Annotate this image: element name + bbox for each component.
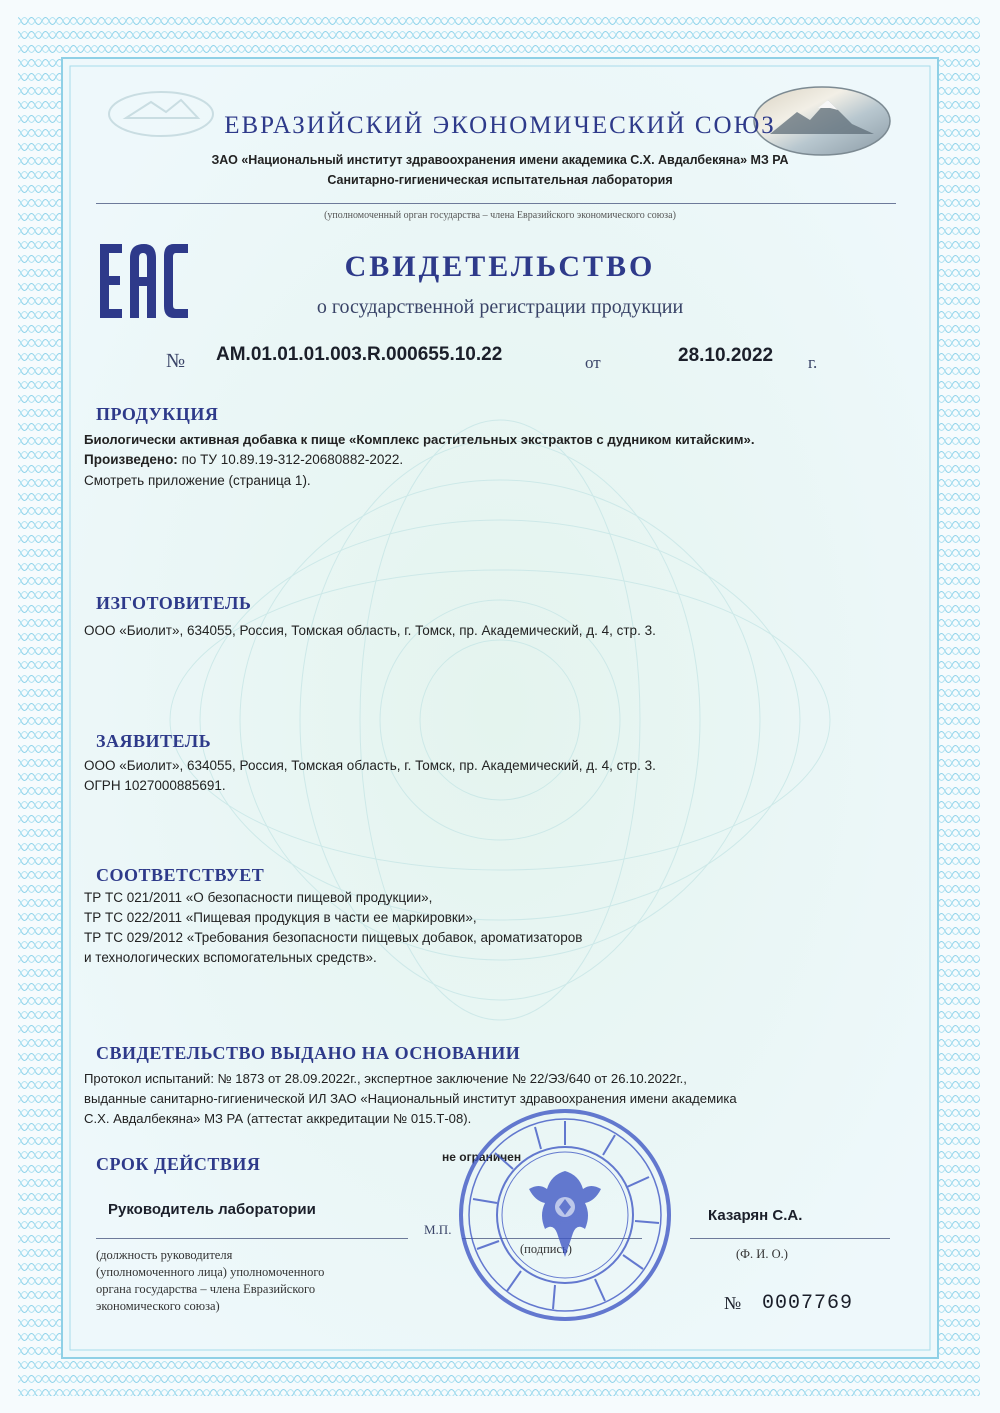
signer-position: Руководитель лаборатории xyxy=(108,1201,316,1218)
product-produced xyxy=(84,452,403,467)
institute-name: ЗАО «Национальный институт здравоохранения имени академика С.Х. Авдалбекяна» МЗ РА xyxy=(211,153,789,167)
position-caption-line: экономического союза) xyxy=(96,1299,220,1313)
basis-line: С.Х. Авдалбекяна» МЗ РА (аттестат аккредитации № 015.Т-08). xyxy=(84,1111,472,1126)
conforms-line: ТР ТС 021/2011 «О безопасности пищевой продукции», xyxy=(84,890,433,905)
position-rule xyxy=(96,1238,408,1239)
position-caption-line: органа государства – члена Евразийского xyxy=(96,1282,316,1296)
official-stamp-icon xyxy=(455,1105,675,1325)
applicant-ogrn: ОГРН 1027000885691. xyxy=(84,778,226,793)
form-number-sign: № xyxy=(724,1293,742,1313)
registration-date: 28.10.2022 xyxy=(678,345,774,366)
date-prefix: от xyxy=(585,353,601,372)
conforms-line: ТР ТС 029/2012 «Требования безопасности пищевых добавок, ароматизаторов xyxy=(84,930,583,945)
authority-caption: (уполномоченный орган государства – члена Евразийского экономического союза) xyxy=(324,210,676,221)
validity-value: не ограничен xyxy=(442,1150,522,1164)
document-title: СВИДЕТЕЛЬСТВО xyxy=(344,250,656,283)
stamp-place-label: М.П. xyxy=(424,1222,452,1237)
validity-heading: СРОК ДЕЙСТВИЯ xyxy=(96,1154,261,1174)
basis-heading: СВИДЕТЕЛЬСТВО ВЫДАНО НА ОСНОВАНИИ xyxy=(96,1043,521,1063)
product-description: Биологически активная добавка к пище «Комплекс растительных экстрактов с дудником китайским». xyxy=(84,432,755,447)
applicant-heading: ЗАЯВИТЕЛЬ xyxy=(96,731,212,751)
conforms-line: ТР ТС 022/2011 «Пищевая продукция в части ее маркировки», xyxy=(84,910,477,925)
registration-number: AM.01.01.01.003.R.000655.10.22 xyxy=(216,344,503,365)
signature-caption: (подпись) xyxy=(520,1242,572,1256)
basis-line: Протокол испытаний: № 1873 от 28.09.2022г., экспертное заключение № 22/ЭЗ/640 от 26.10.2022г., xyxy=(84,1071,687,1086)
position-caption-line: (уполномоченного лица) уполномоченного xyxy=(96,1265,325,1279)
name-caption: (Ф. И. О.) xyxy=(736,1247,788,1261)
position-caption-line: (должность руководителя xyxy=(96,1248,233,1262)
conforms-line: и технологических вспомогательных средств». xyxy=(84,950,377,965)
name-rule xyxy=(690,1238,890,1239)
authority-rule xyxy=(96,203,896,204)
number-sign: № xyxy=(166,350,186,372)
form-number: 0007769 xyxy=(762,1292,854,1315)
date-suffix: г. xyxy=(808,353,818,372)
document-subtitle: о государственной регистрации продукции xyxy=(316,296,684,318)
laboratory-name: Санитарно-гигиеническая испытательная лаборатория xyxy=(327,173,673,187)
produced-label: Произведено: xyxy=(84,452,178,467)
applicant-address: ООО «Биолит», 634055, Россия, Томская область, г. Томск, пр. Академический, д. 4, стр. 3. xyxy=(84,758,656,773)
product-heading: ПРОДУКЦИЯ xyxy=(96,404,219,424)
basis-line: выданные санитарно-гигиенической ИЛ ЗАО «Национальный институт здравоохранения имени академика xyxy=(84,1091,737,1106)
manufacturer-address: ООО «Биолит», 634055, Россия, Томская область, г. Томск, пр. Академический, д. 4, стр. 3. xyxy=(84,623,656,638)
union-title: ЕВРАЗИЙСКИЙ ЭКОНОМИЧЕСКИЙ СОЮЗ xyxy=(224,112,776,139)
conforms-heading: СООТВЕТСТВУЕТ xyxy=(96,865,265,885)
manufacturer-heading: ИЗГОТОВИТЕЛЬ xyxy=(96,593,252,613)
product-appendix-note: Смотреть приложение (страница 1). xyxy=(84,473,311,488)
produced-value: по ТУ 10.89.19-312-20680882-2022. xyxy=(177,452,404,467)
signer-name: Казарян С.А. xyxy=(708,1207,803,1224)
